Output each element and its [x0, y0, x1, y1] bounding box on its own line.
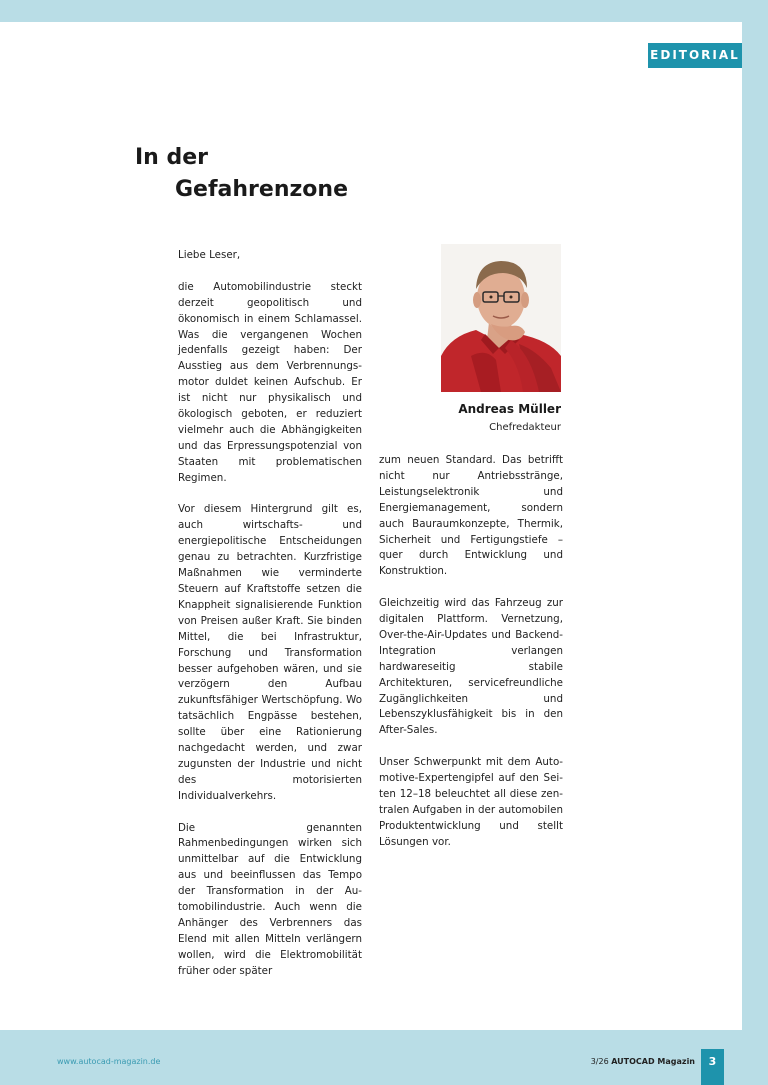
footer-website-link[interactable]: www.autocad-magazin.de	[57, 1057, 161, 1066]
article-column-left	[178, 248, 362, 980]
section-tag: EDITORIAL	[648, 43, 742, 68]
title-line-1: In der	[135, 145, 209, 170]
paragraph: Unser Schwerpunkt mit dem Automotive-Expertengipfel auf den Seiten 12–18 beleuchtet all diese zentralen Aufgaben in der automobilen Produktentwicklung und stellt Lösungen vor.	[379, 756, 563, 848]
author-role: Chefredakteur	[489, 422, 561, 433]
footer-issue-info	[591, 1057, 695, 1066]
paragraph: Vor diesem Hintergrund gilt es, auch wirtschafts- und energiepolitische Entscheidungen genau zu betrachten. Kurzfristige Maßnahmen wie verminderte Steuern auf Kraftstoffe setzen die Knappheit signalisierende Funktion von Preisen außer Kraft. Sie binden Mittel, die bei Infrastruktur, Forschung und Transformation besser aufgehoben wären, und sie verzögern den Aufbau zukunftsfähiger Wertschöpfung. Wo tatsächlich Engpässe bestehen, sollte über eine Rationierung nachgedacht werden, und zwar zugunsten der Industrie und nicht des motorisierten Individualverkehrs.	[178, 503, 362, 802]
title-line-2: Gefahrenzone	[175, 177, 348, 202]
paragraph: zum neuen Standard. Das betrifft nicht nur Antriebsstränge, Leistungselektronik und Energiemanagement, sondern auch Bauraumkonzepte, Thermik, Sicherheit und Fertigungstiefe – quer durch Entwicklung und Konstruktion.	[379, 454, 563, 578]
magazine-name: AUTOCAD Magazin	[611, 1057, 695, 1066]
paragraph: Gleichzeitig wird das Fahrzeug zur digitalen Plattform. Vernetzung, Over-the-Air-Updates und Backend-Integration verlangen hardwareseitig stabile Architekturen, servicefreundliche Zugänglichkeiten und Lebenszyklusfähigkeit bis in den After-Sales.	[379, 597, 563, 737]
salutation: Liebe Leser,	[178, 249, 241, 261]
paragraph: die Automobilindustrie steckt derzeit geopolitisch und ökonomisch in einem Schlamassel. Was die vergangenen Wochen jedenfalls gezeigt haben: Der Ausstieg aus dem Verbrennungsmotor duldet keinen Aufschub. Er ist nicht nur physikalisch und ökologisch geboten, er reduziert vielmehr auch die Abhängigkeiten und das Erpressungspotenzial von Staaten mit problematischen Regimen.	[178, 280, 362, 484]
article-column-right	[379, 453, 563, 851]
author-name: Andreas Müller	[458, 402, 561, 416]
page	[0, 22, 742, 1030]
issue-number: 3/26	[590, 1057, 609, 1066]
author-photo	[441, 244, 561, 392]
author-portrait-image	[441, 244, 561, 392]
paragraph: Die genannten Rahmenbedingungen wirken sich unmittelbar auf die Entwicklung aus und beeinflussen das Tempo der Transformation in der Automobilindustrie. Auch wenn die Anhänger des Verbrenners das Elend mit allen Mitteln verlängern wollen, wird die Elektromobilität früher oder später	[178, 821, 362, 977]
page-number: 3	[701, 1049, 724, 1085]
